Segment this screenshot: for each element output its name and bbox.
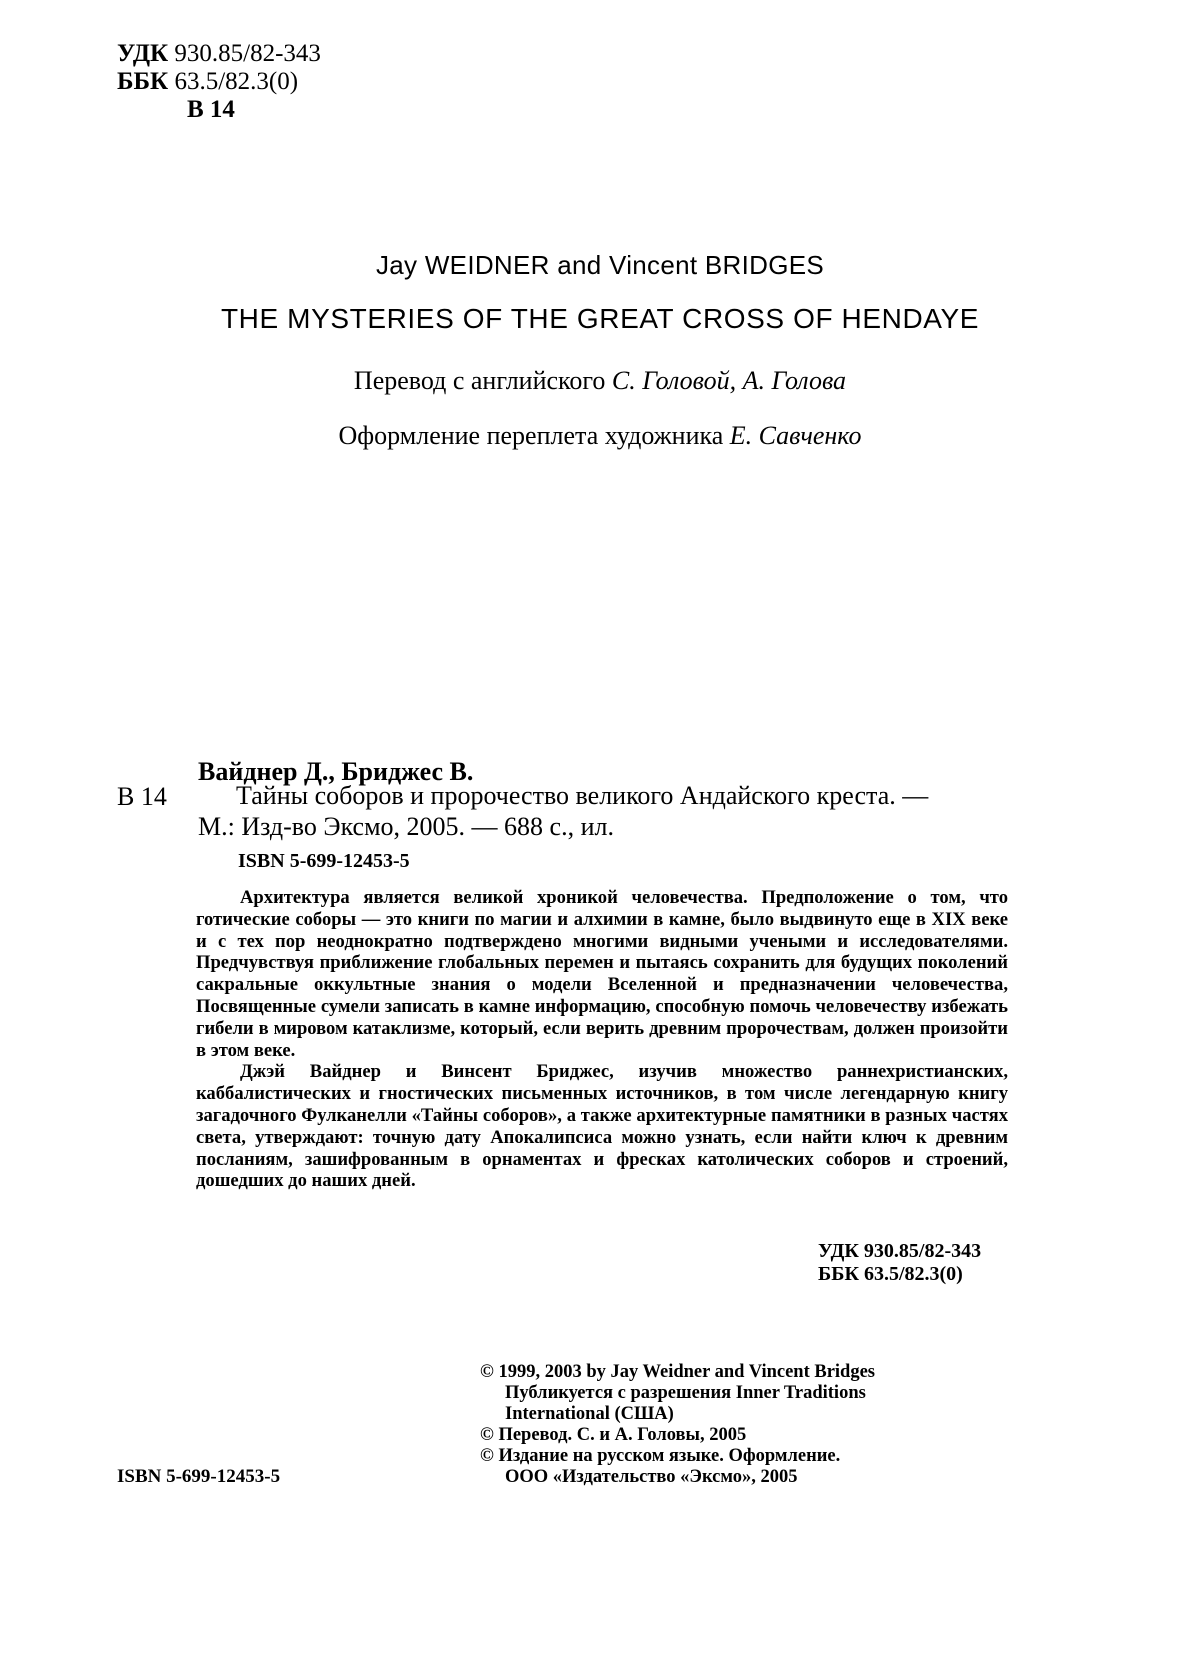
card-description-line1: Тайны соборов и пророчество великого Андайского креста. —	[236, 781, 929, 810]
original-authors: Jay WEIDNER and Vincent BRIDGES	[375, 250, 825, 280]
card-codes	[818, 1240, 981, 1286]
translation-prefix: Перевод с английского	[353, 366, 606, 395]
copyright-line-3: International (США)	[505, 1404, 674, 1424]
card-code: В 14	[117, 782, 167, 811]
card-description	[198, 780, 1018, 842]
udk-line	[117, 40, 321, 68]
bbk-label: ББК	[117, 68, 169, 95]
copyright-line-1: © 1999, 2003 by Jay Weidner and Vincent Bridges	[480, 1362, 876, 1382]
copyright-line-4: © Перевод. С. и А. Головы, 2005	[480, 1425, 747, 1445]
abstract-paragraph-1: Архитектура является великой хроникой человечества. Предположение о том, что готические соборы — это книги по магии и алхимии в камне, было выдвинуто еще в XIX веке и с тех пор неоднократно подтверждено многими видными учеными и исследователями. Предчувствуя приближение глобальных перемен и пытаясь сохранить для будущих поколений сакральные оккультные знания о модели Вселенной и предназначении человечества, Посвященные сумели записать в камне информацию, способную помочь человечеству избежать гибели в мировом катаклизме, который, если верить древним пророчествам, должен произойти в этом веке.	[196, 887, 1008, 1061]
card-bbk: ББК 63.5/82.3(0)	[818, 1263, 963, 1285]
copyright-block	[480, 1362, 875, 1488]
author-mark: В 14	[187, 96, 235, 123]
design-prefix: Оформление переплета художника	[338, 421, 724, 450]
bottom-isbn: ISBN 5-699-12453-5	[117, 1466, 281, 1487]
abstract-paragraph-2: Джэй Вайднер и Винсент Бриджес, изучив множество раннехристианских, каббалистических и гностических письменных источников, в том числе легендарную книгу загадочного Фулканелли «Тайны соборов», а также архитектурные памятники в разных частях света, утверждают: точную дату Апокалипсиса можно узнать, если найти ключ к древним посланиям, зашифрованным в орнаментах и фресках католических соборов и строений, дошедших до наших дней.	[196, 1061, 1008, 1192]
bbk-value: 63.5/82.3(0)	[174, 68, 299, 95]
designer: Е. Савченко	[729, 421, 862, 450]
udk-label: УДК	[117, 40, 169, 67]
design-credit	[0, 421, 1200, 451]
copyright-line-2: Публикуется с разрешения Inner Traditions	[505, 1383, 866, 1403]
card-description-line2: М.: Изд-во Эксмо, 2005. — 688 с., ил.	[198, 812, 614, 841]
udk-value: 930.85/82-343	[174, 40, 321, 67]
card-udk: УДК 930.85/82-343	[818, 1240, 982, 1262]
copyright-line-6: ООО «Издательство «Эксмо», 2005	[505, 1467, 798, 1487]
abstract	[196, 887, 1008, 1192]
card-authors: Вайднер Д., Бриджес В.	[198, 757, 474, 786]
bbk-line	[117, 68, 298, 96]
card-isbn: ISBN 5-699-12453-5	[238, 850, 410, 872]
copyright-line-5: © Издание на русском языке. Оформление.	[480, 1446, 841, 1466]
original-title: THE MYSTERIES OF THE GREAT CROSS OF HENDAYE	[220, 303, 980, 334]
translation-credit	[0, 366, 1200, 396]
translators: С. Головой, А. Голова	[611, 366, 847, 395]
